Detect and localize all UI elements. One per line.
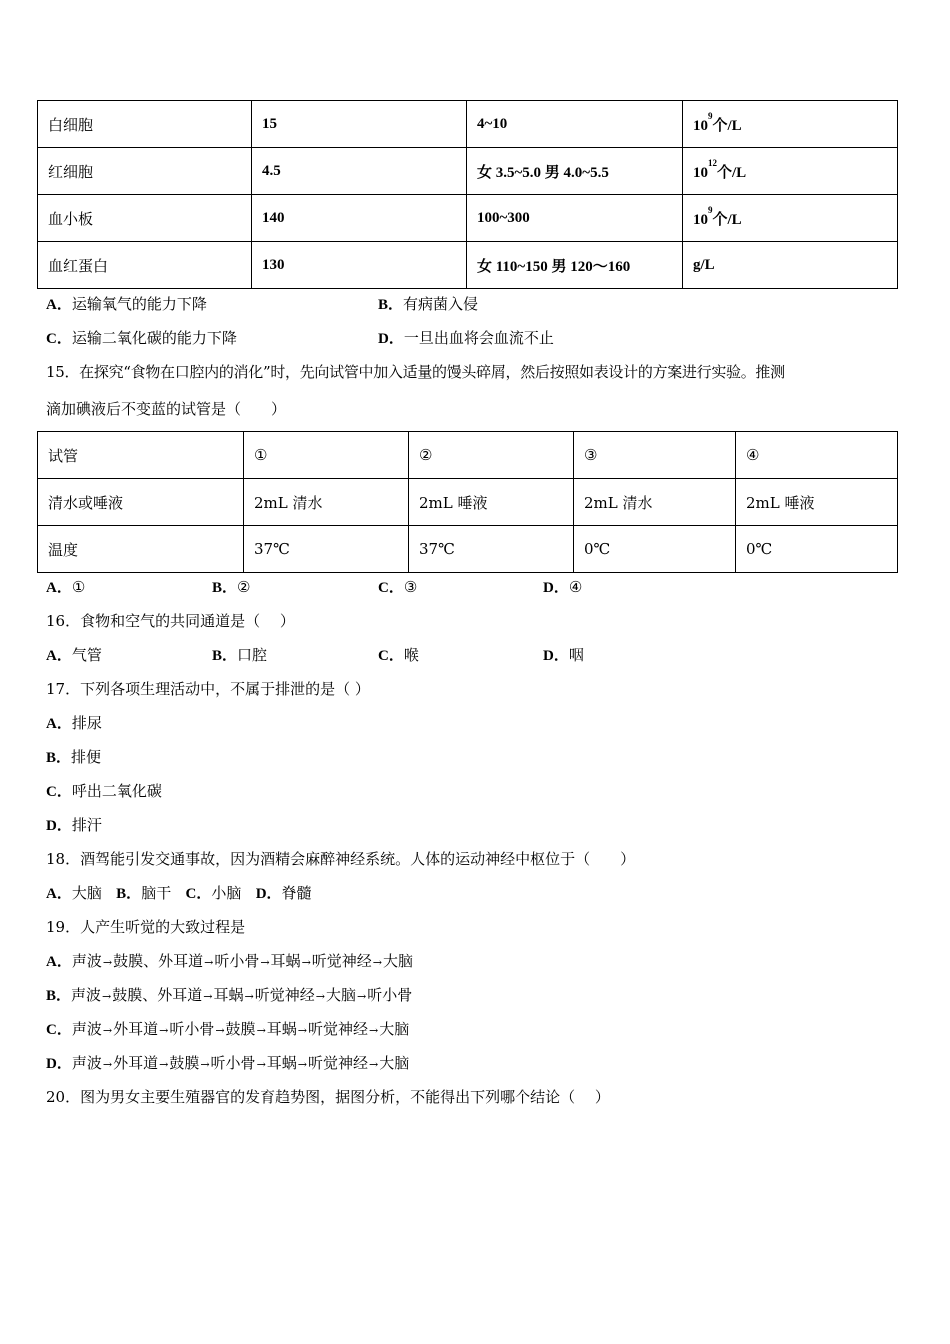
step-text: 鼓膜、外耳道 <box>113 952 204 970</box>
q15-stem-line1: 15．在探究“食物在口腔内的消化”时，先向试管中加入适量的馒头碎屑，然后按照如表设计的方案进行实验。推测 <box>46 363 785 381</box>
arrow-icon: → <box>315 990 325 1003</box>
q18-option-a[interactable]: A．大脑 <box>46 884 102 902</box>
option-d[interactable]: D．一旦出血将会血流不止 <box>378 329 554 347</box>
q19-stem: 19．人产生听觉的大致过程是 <box>46 918 246 936</box>
header-cell: ② <box>409 432 574 479</box>
header-cell: ④ <box>736 432 898 479</box>
cell-range: 4~10 <box>467 101 683 148</box>
step-text: 声波 <box>71 1020 102 1038</box>
arrow-icon: → <box>297 1024 308 1037</box>
cell-value: 140 <box>252 195 467 242</box>
q15-option-a[interactable]: A．① <box>46 578 86 596</box>
step-text: 听小骨 <box>169 1020 215 1038</box>
step-text: 大脑 <box>379 1054 410 1072</box>
step-text: 大脑 <box>325 986 356 1004</box>
arrow-icon: → <box>369 1024 379 1037</box>
table-row <box>38 101 898 148</box>
option-label: C． <box>46 1022 72 1038</box>
q18-options <box>46 882 312 903</box>
arrow-icon: → <box>200 1058 210 1071</box>
arrow-icon: → <box>301 956 311 969</box>
q19-option-a[interactable] <box>46 950 413 971</box>
experiment-table <box>37 431 898 573</box>
q19-option-b[interactable] <box>46 984 412 1005</box>
q16-option-b[interactable]: B．口腔 <box>212 646 268 664</box>
step-text: 听觉神经 <box>308 1054 369 1072</box>
option-a[interactable]: A．运输氧气的能力下降 <box>46 295 207 313</box>
q16-stem: 16．食物和空气的共同通道是（ ） <box>46 612 295 630</box>
arrow-icon: → <box>244 990 254 1003</box>
q16-option-c[interactable]: C．喉 <box>378 646 419 664</box>
arrow-icon: → <box>159 1024 169 1037</box>
step-text: 外耳道 <box>113 1054 159 1072</box>
table-cell: 2mL 清水 <box>574 479 736 526</box>
table-cell: 37℃ <box>409 526 574 573</box>
arrow-icon: → <box>159 1058 169 1071</box>
step-text: 鼓膜、外耳道 <box>112 986 203 1004</box>
arrow-icon: → <box>256 1058 266 1071</box>
arrow-icon: → <box>256 1024 266 1037</box>
q20-stem: 20．图为男女主要生殖器官的发育趋势图，据图分析，不能得出下列哪个结论（ ） <box>46 1088 610 1106</box>
q18-option-c[interactable]: C．小脑 <box>185 884 242 902</box>
table-header-row <box>38 432 898 479</box>
step-text: 耳蜗 <box>270 952 301 970</box>
cell-unit: $10^9$个/L <box>683 195 898 242</box>
step-text: 听觉神经 <box>254 986 315 1004</box>
arrow-icon: → <box>372 956 383 969</box>
cell-value: 15 <box>252 101 467 148</box>
arrow-icon: → <box>356 990 367 1003</box>
step-text: 听小骨 <box>210 1054 256 1072</box>
option-label: B． <box>46 988 72 1004</box>
q18-option-d[interactable]: D．脊髓 <box>255 884 312 902</box>
table-cell: 0℃ <box>574 526 736 573</box>
arrow-icon: → <box>260 956 270 969</box>
cell-unit: $10^{12}$个/L <box>683 148 898 195</box>
cell-unit: g/L <box>683 242 898 289</box>
step-text: 耳蜗 <box>213 986 244 1004</box>
step-text: 听小骨 <box>214 952 260 970</box>
step-text: 声波 <box>71 986 102 1004</box>
table-row <box>38 479 898 526</box>
step-text: 鼓膜 <box>225 1020 256 1038</box>
header-cell: ③ <box>574 432 736 479</box>
table-cell: 0℃ <box>736 526 898 573</box>
header-cell: ① <box>244 432 409 479</box>
q18-option-b[interactable]: B．脑干 <box>116 884 172 902</box>
step-text: 声波 <box>71 1054 102 1072</box>
q18-stem: 18．酒驾能引发交通事故，因为酒精会麻醉神经系统。人体的运动神经中枢位于（ ） <box>46 850 636 868</box>
q15-option-d[interactable]: D．④ <box>543 578 583 596</box>
q15-option-c[interactable]: C．③ <box>378 578 418 596</box>
arrow-icon: → <box>102 1024 113 1037</box>
arrow-icon: → <box>102 990 112 1003</box>
table-row <box>38 148 898 195</box>
q15-option-b[interactable]: B．② <box>212 578 251 596</box>
table-cell: 37℃ <box>244 526 409 573</box>
step-text: 鼓膜 <box>169 1054 200 1072</box>
option-label: D． <box>46 1056 72 1072</box>
header-cell: 试管 <box>38 432 244 479</box>
blood-test-table <box>37 100 898 289</box>
q19-option-d[interactable] <box>46 1052 409 1073</box>
table-cell: 2mL 唾液 <box>736 479 898 526</box>
step-text: 听觉神经 <box>308 1020 369 1038</box>
cell-range: 女 110~150 男 120～160 <box>467 242 683 289</box>
step-text: 声波 <box>71 952 102 970</box>
arrow-icon: → <box>297 1058 308 1071</box>
q16-option-d[interactable]: D．咽 <box>543 646 584 664</box>
q17-option-d[interactable]: D．排汗 <box>46 816 102 834</box>
table-row <box>38 526 898 573</box>
q17-option-b[interactable]: B．排便 <box>46 748 102 766</box>
q16-option-a[interactable]: A．气管 <box>46 646 102 664</box>
table-cell: 温度 <box>38 526 244 573</box>
arrow-icon: → <box>369 1058 379 1071</box>
table-cell: 2mL 清水 <box>244 479 409 526</box>
cell-unit: $10^9$个/L <box>683 101 898 148</box>
option-label: A． <box>46 954 72 970</box>
cell-name: 血小板 <box>38 195 252 242</box>
option-c[interactable]: C．运输二氧化碳的能力下降 <box>46 329 237 347</box>
q15-stem-line2: 滴加碘液后不变蓝的试管是（ ） <box>46 400 287 418</box>
cell-name: 红细胞 <box>38 148 252 195</box>
table-cell: 清水或唾液 <box>38 479 244 526</box>
cell-name: 白细胞 <box>38 101 252 148</box>
cell-name: 血红蛋白 <box>38 242 252 289</box>
cell-value: 4.5 <box>252 148 467 195</box>
option-b[interactable]: B．有病菌入侵 <box>378 295 479 313</box>
arrow-icon: → <box>203 990 213 1003</box>
table-row <box>38 195 898 242</box>
step-text: 大脑 <box>383 952 414 970</box>
q17-option-c[interactable]: C．呼出二氧化碳 <box>46 782 162 800</box>
cell-range: 100~300 <box>467 195 683 242</box>
step-text: 耳蜗 <box>266 1020 297 1038</box>
table-row <box>38 242 898 289</box>
arrow-icon: → <box>102 1058 113 1071</box>
step-text: 听觉神经 <box>311 952 372 970</box>
q17-stem: 17．下列各项生理活动中，不属于排泄的是（ ） <box>46 680 370 698</box>
arrow-icon: → <box>102 956 113 969</box>
step-text: 听小骨 <box>367 986 413 1004</box>
step-text: 外耳道 <box>113 1020 159 1038</box>
cell-range: 女 3.5~5.0 男 4.0~5.5 <box>467 148 683 195</box>
step-text: 大脑 <box>379 1020 410 1038</box>
arrow-icon: → <box>204 956 214 969</box>
cell-value: 130 <box>252 242 467 289</box>
arrow-icon: → <box>215 1024 225 1037</box>
table-cell: 2mL 唾液 <box>409 479 574 526</box>
q17-option-a[interactable]: A．排尿 <box>46 714 102 732</box>
q19-option-c[interactable] <box>46 1018 409 1039</box>
step-text: 耳蜗 <box>266 1054 297 1072</box>
